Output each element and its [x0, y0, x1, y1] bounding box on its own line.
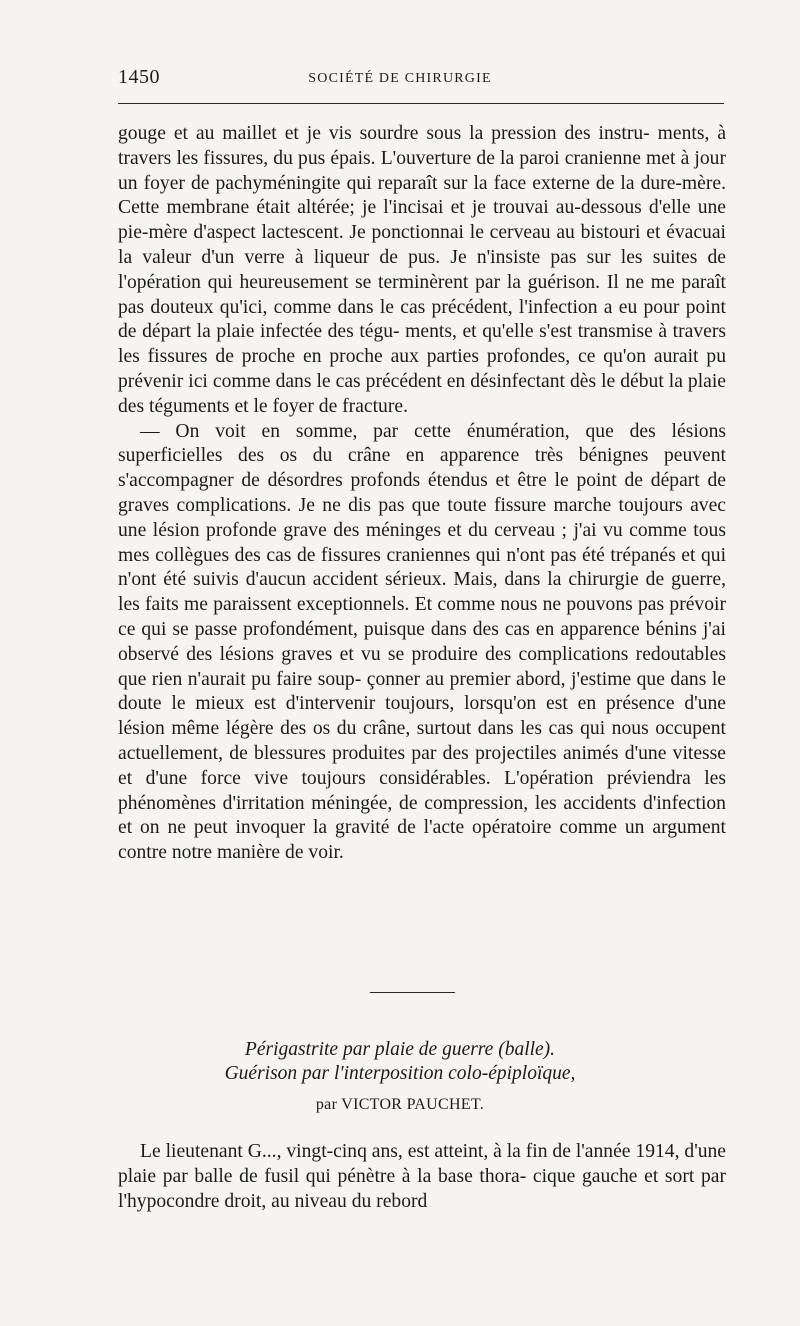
- text-line: L'opération préviendra les phénomènes d'irritation méningée, de: [118, 767, 727, 814]
- text-line: la face externe de la dure-mère. Cette membrane était altérée;: [118, 172, 726, 219]
- body-text-top: [118, 122, 726, 866]
- text-line: cranienne met à jour un foyer de pachyméningite qui reparaît sur: [118, 147, 726, 194]
- text-line: animés d'une vitesse et d'une force vive toujours considérables.: [118, 742, 726, 789]
- text-line: lactescent. Je ponctionnai le cerveau au bistouri et évacuai la: [118, 222, 726, 268]
- text-line: de l'opération qui heureusement se terminèrent par la guérison.: [118, 246, 726, 293]
- paragraph-1: [118, 122, 726, 420]
- header-rule: [118, 103, 724, 104]
- text-line: Il ne me paraît pas douteux qu'ici, comme dans le cas précédent,: [118, 271, 726, 318]
- text-line: ments, à travers les fissures, du pus épais. L'ouverture de la paroi: [118, 123, 727, 169]
- running-head: SOCIÉTÉ DE CHIRURGIE: [308, 71, 492, 86]
- article-byline: par VICTOR PAUCHET.: [315, 1096, 485, 1113]
- body-text-bottom: [118, 1140, 726, 1214]
- text-line: faits me paraissent exceptionnels. Et comme nous ne pouvons pas: [145, 594, 665, 616]
- section-separator: [370, 992, 455, 993]
- text-line: Le lieutenant G..., vingt-cinq ans, est atteint, à la fin de l'année: [140, 1141, 631, 1162]
- text-line: s'accompagner de désordres profonds étendus et être le point de: [118, 470, 643, 492]
- page-number: 1450: [118, 66, 160, 88]
- text-line: même légère des os du crâne, surtout dans les cas qui nous: [171, 718, 649, 740]
- text-line: des complications redoutables que rien n'aurait pu faire soup-: [118, 643, 726, 690]
- text-line: gravité de l'acte opératoire comme un argument contre notre: [118, 817, 726, 864]
- text-line: cique gauche et sort par l'hypocondre droit, au niveau du rebord: [118, 1165, 726, 1212]
- article-title-line-2: Guérison par l'interposition colo-épiploïque,: [224, 1063, 576, 1084]
- text-line: ments, et qu'elle s'est transmise à travers les fissures de proche: [118, 321, 726, 368]
- paragraph-2: [118, 420, 726, 866]
- text-line: occupent actuellement, de blessures produites par des projectiles: [118, 718, 726, 764]
- text-line: en proche aux parties profondes, ce qu'on aurait pu prévenir ici: [118, 346, 726, 392]
- text-line: valeur d'un verre à liqueur de pus. Je n'insiste pas sur les suites: [142, 246, 698, 268]
- text-line: des téguments et le foyer de fracture.: [118, 395, 408, 417]
- text-line: gouge et au maillet et je vis sourdre sous la pression des instru-: [118, 123, 650, 144]
- text-line: craniennes qui n'ont pas été trépanés et qui n'ont été suivis: [118, 544, 727, 591]
- text-line: d'aucun accident sérieux. Mais, dans la chirurgie de guerre, les: [118, 569, 727, 616]
- text-line: compression, les accidents d'infection et on ne peut invoquer la: [118, 792, 726, 839]
- text-line: manière de voir.: [217, 842, 344, 864]
- text-line: 1914, d'une plaie par balle de fusil qui pénètre à la base thora-: [118, 1141, 727, 1187]
- article-title-line-1: Périgastrite par plaie de guerre (balle).: [244, 1039, 556, 1060]
- text-line: départ de graves complications. Je ne dis pas que toute fissure: [118, 470, 726, 516]
- text-line: marche toujours avec une lésion profonde grave des méninges et: [118, 494, 726, 541]
- text-line: d'intervenir toujours, lorsqu'on est en présence d'une lésion: [118, 693, 726, 740]
- text-line: superficielles des os du crâne en apparence très bénignes peuvent: [118, 445, 726, 467]
- text-line: — On voit en somme, par cette énumération, que des lésions: [140, 420, 726, 442]
- text-line: çonner au premier abord, j'estime que dans le doute le mieux est: [118, 668, 726, 715]
- text-line: prévoir ce qui se passe profondément, puisque dans des cas en: [118, 594, 726, 640]
- text-line: du cerveau ; j'ai vu comme tous mes collègues des cas de fissures: [118, 519, 726, 566]
- text-line: comme dans le cas précédent en désinfectant dès le début la plaie: [212, 370, 727, 392]
- text-line: l'infection a eu pour point de départ la plaie infectée des tégu-: [118, 296, 726, 343]
- text-line: apparence bénins j'ai observé des lésions graves et vu se produire: [118, 618, 726, 665]
- text-line: je l'incisai et je trouvai au-dessous d'elle une pie-mère d'aspect: [118, 197, 726, 244]
- paragraph-3: [118, 1140, 726, 1214]
